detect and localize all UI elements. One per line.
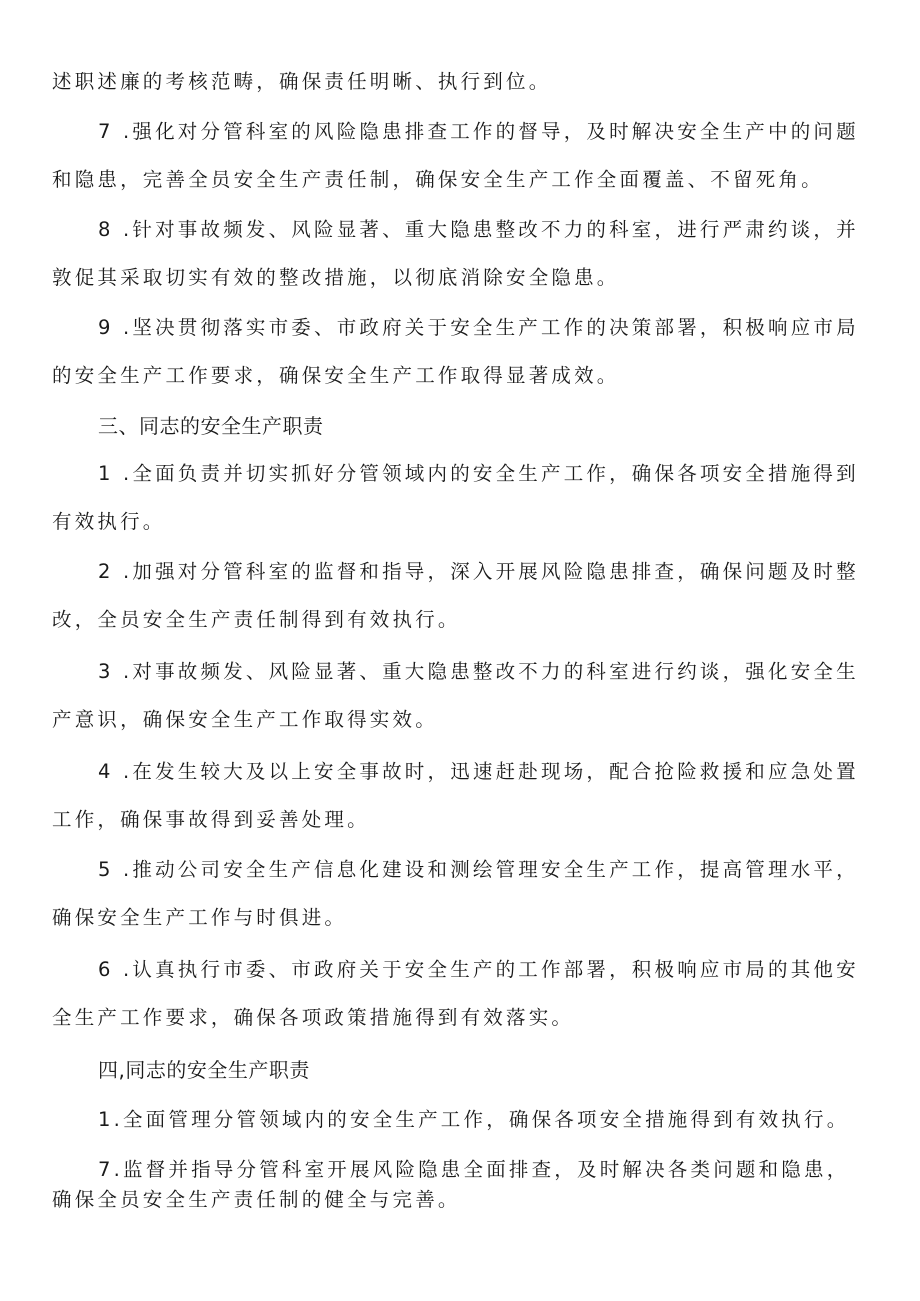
paragraph-line: 5 .推动公司安全生产信息化建设和测绘管理安全生产工作，提高管理水平，: [98, 858, 859, 881]
paragraph-line: 确保安全生产工作与时俱进。: [52, 906, 348, 929]
paragraph-line: 的安全生产工作要求，确保安全生产工作取得显著成效。: [52, 364, 620, 387]
paragraph-line: 全生产工作要求，确保各项政策措施得到有效落实。: [52, 1006, 575, 1029]
paragraph-line: 改，全员安全生产责任制得到有效执行。: [52, 608, 461, 631]
paragraph-line: 8 .针对事故频发、风险显著、重大隐患整改不力的科室，进行严肃约谈，并: [98, 218, 859, 241]
paragraph-line: 7 .强化对分管科室的风险隐患排查工作的督导，及时解决安全生产中的问题: [98, 120, 859, 143]
paragraph-line: 述职述廉的考核范畴，确保责任明晰、执行到位。: [52, 70, 552, 93]
paragraph-line: 4 .在发生较大及以上安全事故时，迅速赶赴现场，配合抢险救援和应急处置: [98, 760, 859, 783]
paragraph-line: 产意识，确保安全生产工作取得实效。: [52, 708, 438, 731]
paragraph-line: 工作，确保事故得到妥善处理。: [52, 808, 370, 831]
section-heading: 四,同志的安全生产职责: [98, 1058, 310, 1082]
paragraph-line: 有效执行。: [52, 510, 166, 533]
paragraph-line: 9 .坚决贯彻落实市委、市政府关于安全生产工作的决策部署，积极响应市局: [98, 316, 859, 339]
paragraph-line: 6 .认真执行市委、市政府关于安全生产的工作部署，积极响应市局的其他安: [98, 958, 859, 981]
paragraph-line: 3 .对事故频发、风险显著、重大隐患整改不力的科室进行约谈，强化安全生: [98, 660, 859, 683]
section-heading: 三、同志的安全生产职责: [98, 414, 324, 438]
paragraph-line: 和隐患，完善全员安全生产责任制，确保安全生产工作全面覆盖、不留死角。: [52, 168, 824, 191]
paragraph-line: 1.全面管理分管领域内的安全生产工作，确保各项安全措施得到有效执行。: [98, 1108, 850, 1131]
paragraph-line: 敦促其采取切实有效的整改措施，以彻底消除安全隐患。: [52, 266, 620, 289]
paragraph-line: 7.监督并指导分管科室开展风险隐患全面排查，及时解决各类问题和隐患，: [98, 1158, 850, 1181]
paragraph-line: 2 .加强对分管科室的监督和指导，深入开展风险隐患排查，确保问题及时整: [98, 560, 859, 583]
paragraph-line: 1 .全面负责并切实抓好分管领域内的安全生产工作，确保各项安全措施得到: [98, 462, 859, 485]
paragraph-line: 确保全员安全生产责任制的健全与完善。: [52, 1188, 461, 1211]
